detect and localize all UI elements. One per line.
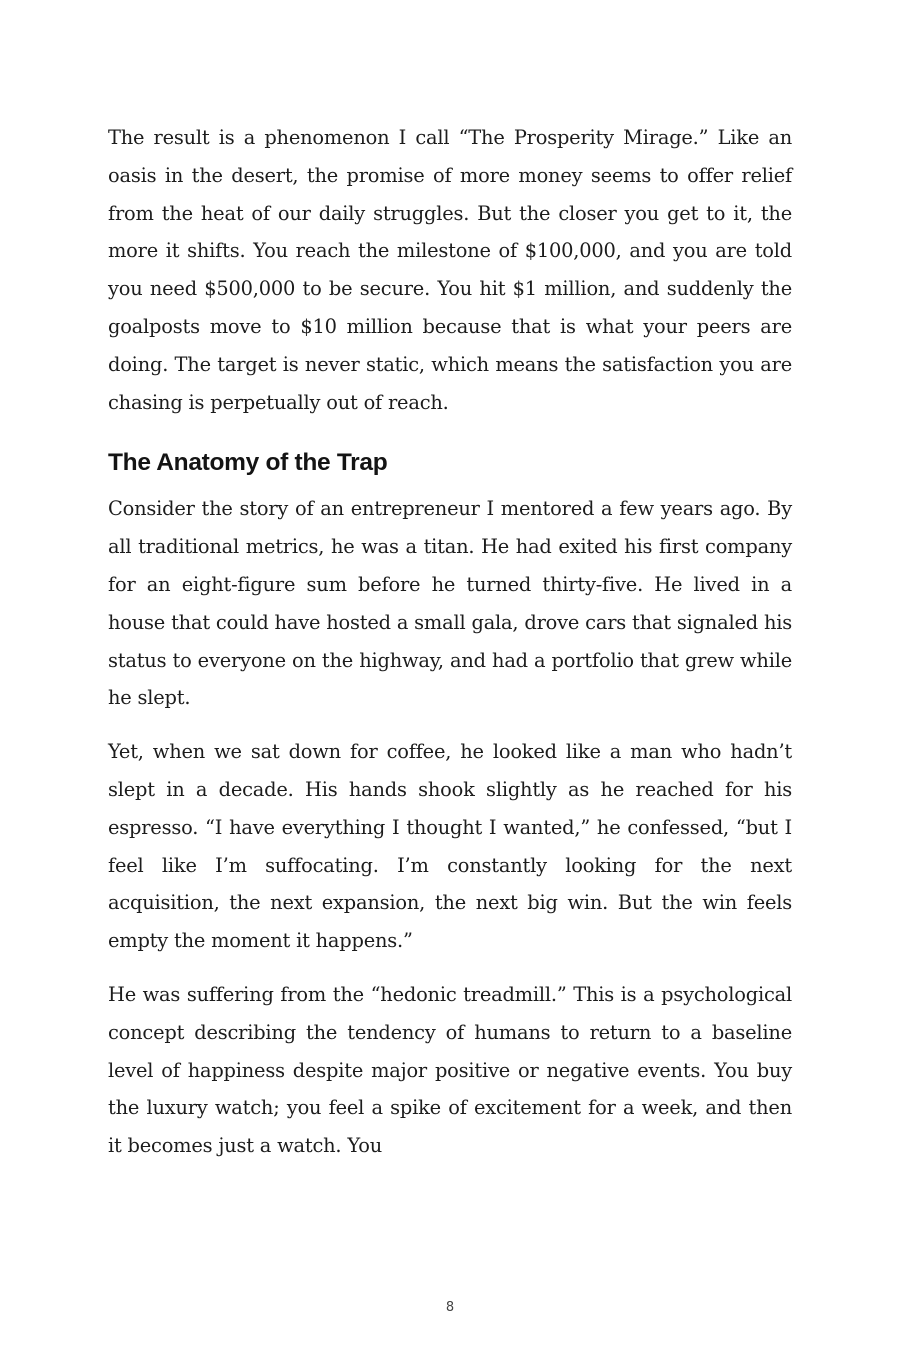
paragraph-coffee-meeting: Yet, when we sat down for coffee, he looked like a man who hadn’t slept in a decade. His hands shook slightly as he reached for his espresso. “I have everything I thought I wanted,” he confessed, “but I feel like I’m suffocating. I’m constantly looking for the next acquisition, the next expansion, the next big win. But the win feels empty the moment it happens.” [108,740,792,953]
page-number: 8 [445,1300,455,1315]
section-heading: The Anatomy of the Trap [108,449,388,477]
paragraph-entrepreneur-story: Consider the story of an entrepreneur I mentored a few years ago. By all traditional metrics, he was a titan. He had exited his first company for an eight-figure sum before he turned thirty-five. He lived in a house that could have hosted a small gala, drove cars that signaled his status to everyone on the highway, and had a portfolio that grew while he slept. [108,497,792,710]
paragraph-prosperity-mirage: The result is a phenomenon I call “The Prosperity Mirage.” Like an oasis in the desert, the promise of more money seems to offer relief from the heat of our daily struggles. But the closer you get to it, the more it shifts. You reach the milestone of $100,000, and you are told you need $500,000 to be secure. You hit $1 million, and suddenly the goalposts move to $10 million because that is what your peers are doing. The target is never static, which means the satisfaction you are chasing is perpetually out of reach. [108,126,792,414]
paragraph-hedonic-treadmill: He was suffering from the “hedonic treadmill.” This is a psychological concept describing the tendency of humans to return to a baseline level of happiness despite major positive or negative events. You buy the luxury watch; you feel a spike of excitement for a week, and then it becomes just a watch. You [108,982,792,1158]
page-body [108,119,792,1181]
